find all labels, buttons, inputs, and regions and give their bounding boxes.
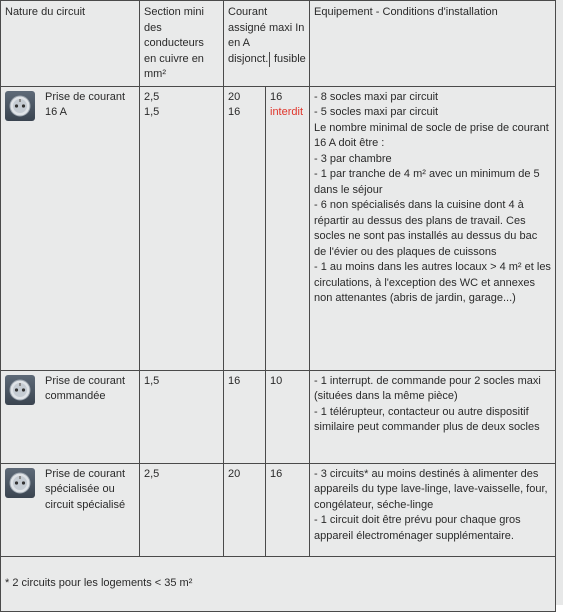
header-nature: Nature du circuit bbox=[1, 1, 140, 87]
row-disjonct: 16 bbox=[224, 370, 266, 463]
header-courant-label: Courant assigné maxi In en A bbox=[228, 6, 305, 49]
row-disjonct: 20 bbox=[228, 90, 241, 103]
row-section: 1,5 bbox=[140, 370, 224, 463]
outlet-icon bbox=[5, 91, 35, 121]
condition-line: - 6 non spécialisés dans la cuisine dont 4 à répartir au dessus des plans de travail. Ces socles ne sont pas installés au dessus du bac de l'évier ou des plaques de cuissons bbox=[314, 199, 538, 258]
table-row bbox=[1, 370, 556, 463]
condition-line: - 1 télérupteur, contacteur ou autre dispositif similaire peut commander plus de deux socles bbox=[314, 405, 540, 433]
header-disjonct: disjonct. bbox=[224, 52, 270, 68]
row-nature: Prise de courant commandée bbox=[45, 374, 126, 402]
header-equipement: Equipement - Conditions d'installation bbox=[310, 1, 556, 87]
footnote: * 2 circuits pour les logements < 35 m² bbox=[5, 576, 193, 589]
header-fusible: fusible bbox=[274, 52, 306, 65]
condition-line: Le nombre minimal de socle de prise de courant 16 A doit être : bbox=[314, 121, 549, 149]
row-section: 2,5 bbox=[140, 463, 224, 556]
row-fusible: 16 bbox=[270, 90, 283, 103]
row-nature: Prise de courant spécialisée ou circuit spécialisé bbox=[45, 467, 126, 511]
table-row bbox=[1, 463, 556, 556]
condition-line: - 8 socles maxi par circuit bbox=[314, 90, 439, 103]
condition-line: - 1 au moins dans les autres locaux > 4 m² et les circulations, à l'exception des WC et annexes non attenantes (abris de jardin, garage...) bbox=[314, 261, 551, 304]
row-disjonct: 16 bbox=[228, 106, 241, 118]
condition-line: - 1 interrupt. de commande pour 2 socles maxi (situées dans la même pièce) bbox=[314, 374, 541, 402]
header-section: Section mini des conducteurs en cuivre en mm² bbox=[140, 1, 224, 87]
condition-line: - 1 par tranche de 4 m² avec un minimum de 5 dans le séjour bbox=[314, 168, 540, 196]
header-row bbox=[1, 1, 556, 87]
condition-line: - 1 circuit doit être prévu pour chaque gros appareil électroménager supplémentaire. bbox=[314, 514, 521, 542]
table-row bbox=[1, 86, 556, 370]
outlet-icon bbox=[5, 468, 35, 498]
row-disjonct: 20 bbox=[224, 463, 266, 556]
row-fusible-forbidden: interdit bbox=[270, 106, 304, 118]
footnote-row bbox=[1, 556, 556, 611]
row-nature: Prise de courant 16 A bbox=[45, 90, 126, 118]
condition-line: - 3 circuits* au moins destinés à alimenter des appareils du type lave-linge, lave-vaisselle, four, congélateur, séche-linge bbox=[314, 467, 548, 511]
row-section: 2,5 bbox=[144, 90, 160, 103]
row-fusible: 16 bbox=[266, 463, 310, 556]
condition-line: - 3 par chambre bbox=[314, 152, 392, 165]
condition-line: - 5 socles maxi par circuit bbox=[314, 106, 439, 118]
row-section: 1,5 bbox=[144, 106, 160, 118]
header-courant bbox=[224, 1, 310, 87]
outlet-icon bbox=[5, 375, 35, 405]
row-fusible: 10 bbox=[266, 370, 310, 463]
